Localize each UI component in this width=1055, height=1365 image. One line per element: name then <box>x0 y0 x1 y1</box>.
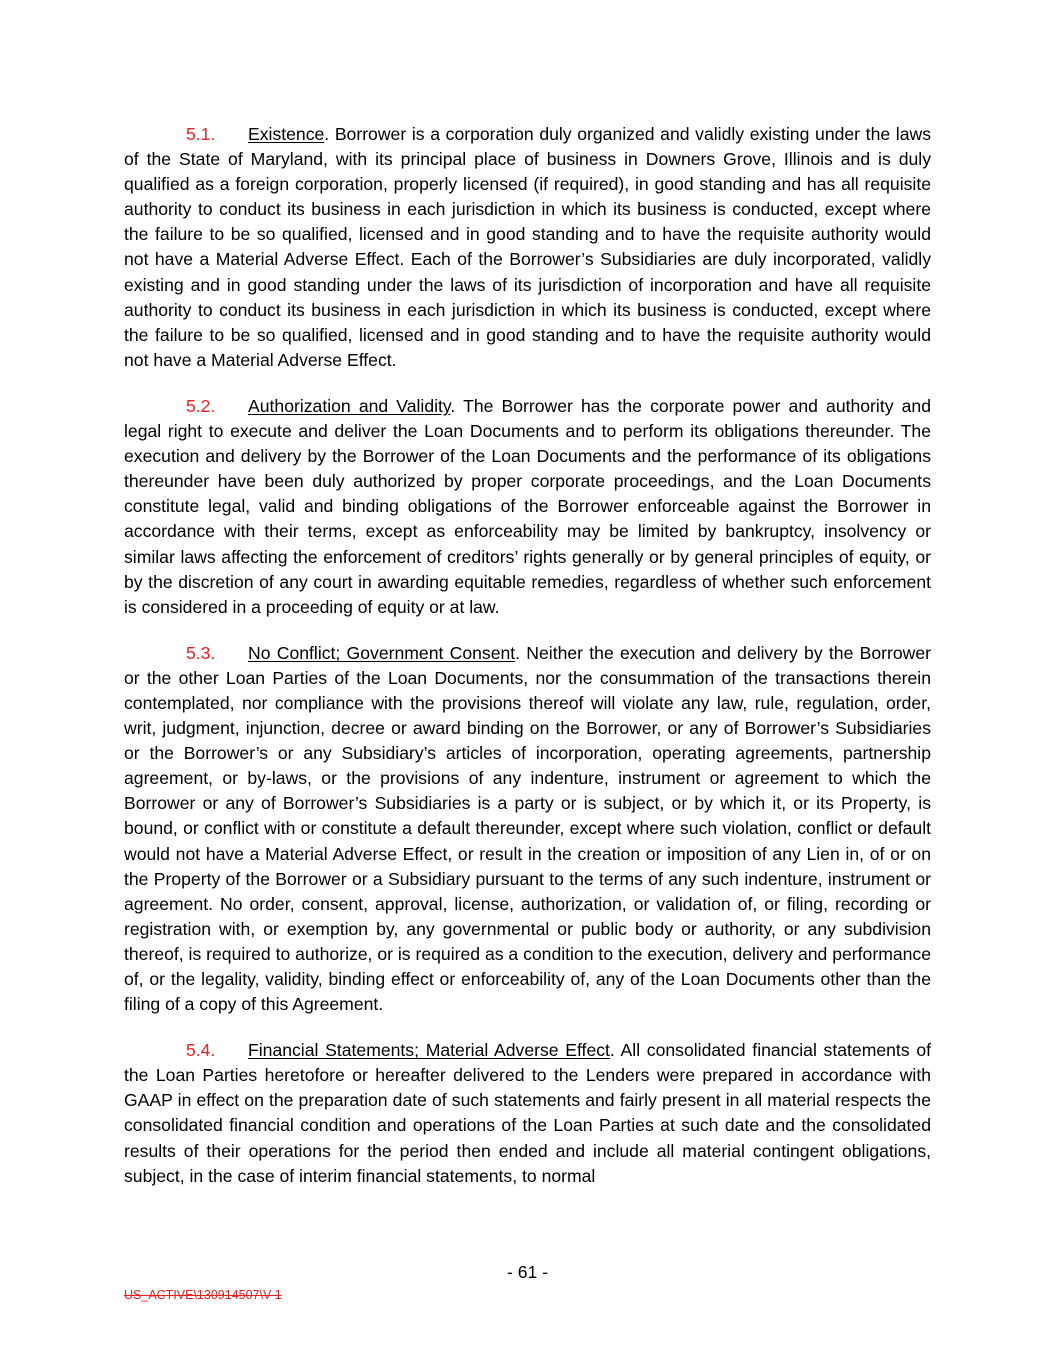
section-heading: Existence <box>248 124 325 144</box>
section-5-1 <box>124 122 931 373</box>
section-heading: No Conflict; Government Consent <box>248 642 516 663</box>
section-number: 5.1. <box>186 124 216 144</box>
section-heading: Authorization and Validity <box>248 395 451 416</box>
section-text: . Neither the execution and delivery by the Borrower or the other Loan Parties of the Loan Documents, nor the consummation of the transactions therein contemplated, nor compliance with the provisions thereof will violate any law, rule, regulation, order, writ, judgment, injunction, decree or award binding on the Borrower, or any of Borrower’s Subsidiaries or the Borrower’s or any Subsidiary’s articles of incorporation, operating agreements, partnership agreement, or by-laws, or the provisions of any indenture, instrument or agreement to which the Borrower or any of Borrower’s Subsidiaries is a party or is subject, or by which it, or its Property, is bound, or conflict with or constitute a default thereunder, except where such violation, conflict or default would not have a Material Adverse Effect, or result in the creation or imposition of any Lien in, of or on the Property of the Borrower or a Subsidiary pursuant to the terms of any such indenture, instrument or agreement. No order, consent, approval, license, authorization, or validation of, or filing, recording or registration with, or exemption by, any governmental or public body or authority, or any subdivision thereof, is required to authorize, or is required as a condition to the execution, delivery and performance of, or the legality, validity, binding effect or enforceability of, any of the Loan Documents other than the filing of a copy of this Agreement. <box>124 642 931 1015</box>
section-heading: Financial Statements; Material Adverse Effect <box>248 1040 610 1061</box>
section-5-3 <box>124 641 931 1017</box>
section-5-2 <box>124 394 931 620</box>
document-id: US_ACTIVE\130914507\V-1 <box>124 1288 282 1302</box>
section-5-4 <box>124 1038 931 1189</box>
section-text: . All consolidated financial statements of the Loan Parties heretofore or hereafter delivered to the Lenders were prepared in accordance with GAAP in effect on the preparation date of such statements and fairly present in all material respects the consolidated financial condition and operations of the Loan Parties at such date and the consolidated results of their operations for the period then ended and include all material contingent obligations, subject, in the case of interim financial statements, to normal <box>124 1040 931 1186</box>
page-number: - 61 - <box>506 1262 549 1282</box>
document-body <box>124 122 931 1210</box>
section-text: . Borrower is a corporation duly organized and validly existing under the laws of the State of Maryland, with its principal place of business in Downers Grove, Illinois and is duly qualified as a foreign corporation, properly licensed (if required), in good standing and has all requisite authority to conduct its business in each jurisdiction in which its business is conducted, except where the failure to be so qualified, licensed and in good standing and to have the requisite authority would not have a Material Adverse Effect. Each of the Borrower’s Subsidiaries are duly incorporated, validly existing and in good standing under the laws of its jurisdiction of incorporation and have all requisite authority to conduct its business in each jurisdiction in which its business is conducted, except where the failure to be so qualified, licensed and in good standing and to have the requisite authority would not have a Material Adverse Effect. <box>124 124 931 370</box>
section-number: 5.4. <box>186 1040 216 1061</box>
section-number: 5.2. <box>186 395 216 416</box>
section-text: . The Borrower has the corporate power and authority and legal right to execute and deliver the Loan Documents and to perform its obligations thereunder. The execution and delivery by the Borrower of the Loan Documents and the performance of its obligations thereunder have been duly authorized by proper corporate proceedings, and the Loan Documents constitute legal, valid and binding obligations of the Borrower enforceable against the Borrower in accordance with their terms, except as enforceability may be limited by bankruptcy, insolvency or similar laws affecting the enforcement of creditors’ rights generally or by general principles of equity, or by the discretion of any court in awarding equitable remedies, regardless of whether such enforcement is considered in a proceeding of equity or at law. <box>124 395 931 617</box>
section-number: 5.3. <box>186 642 216 663</box>
